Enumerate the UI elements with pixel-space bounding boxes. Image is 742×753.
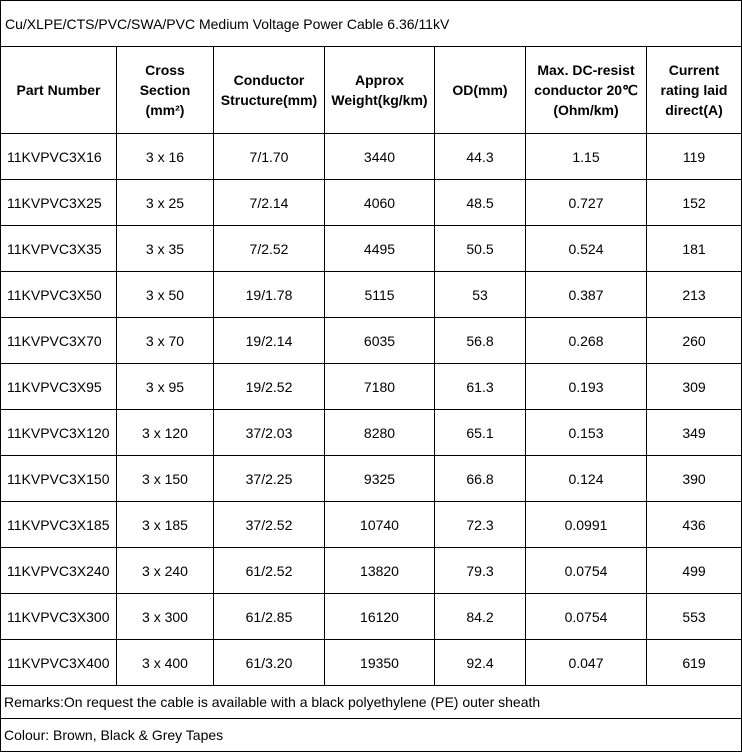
cell-od: 79.3 [435,548,526,594]
cell-current-rating: 436 [647,502,742,548]
header-line: conductor 20℃ [534,82,638,98]
cell-conductor-structure: 19/1.78 [214,272,325,318]
cell-max-dc-resist: 0.268 [526,318,647,364]
cell-part-number: 11KVPVC3X35 [1,226,117,272]
cell-od: 92.4 [435,640,526,686]
cell-cross-section: 3 x 95 [117,364,214,410]
cell-max-dc-resist: 0.0754 [526,548,647,594]
header-cross-section [117,47,214,134]
cell-approx-weight: 16120 [325,594,435,640]
cell-current-rating: 309 [647,364,742,410]
header-line: Part Number [16,82,101,98]
cell-part-number: 11KVPVC3X70 [1,318,117,364]
header-line: Conductor [233,72,305,88]
remarks-note-row [1,686,742,719]
cell-approx-weight: 5115 [325,272,435,318]
cell-max-dc-resist: 0.193 [526,364,647,410]
cell-approx-weight: 3440 [325,134,435,180]
table-row [1,502,742,548]
cell-current-rating: 152 [647,180,742,226]
cell-od: 50.5 [435,226,526,272]
cell-cross-section: 3 x 400 [117,640,214,686]
cell-cross-section: 3 x 25 [117,180,214,226]
header-line: Weight(kg/km) [331,92,428,108]
colour-note-row [1,719,742,752]
header-conductor-structure [214,47,325,134]
cell-current-rating: 349 [647,410,742,456]
cell-part-number: 11KVPVC3X400 [1,640,117,686]
cell-part-number: 11KVPVC3X25 [1,180,117,226]
cell-current-rating: 390 [647,456,742,502]
cell-current-rating: 260 [647,318,742,364]
cell-part-number: 11KVPVC3X95 [1,364,117,410]
cell-max-dc-resist: 0.153 [526,410,647,456]
header-part-number [1,47,117,134]
header-line: (Ohm/km) [553,102,619,118]
cell-cross-section: 3 x 16 [117,134,214,180]
table-row [1,364,742,410]
cell-conductor-structure: 19/2.52 [214,364,325,410]
cell-conductor-structure: 37/2.52 [214,502,325,548]
header-approx-weight [325,47,435,134]
cell-current-rating: 213 [647,272,742,318]
cell-part-number: 11KVPVC3X120 [1,410,117,456]
cell-part-number: 11KVPVC3X50 [1,272,117,318]
header-max-dc-resist [526,47,647,134]
cell-cross-section: 3 x 70 [117,318,214,364]
cell-od: 48.5 [435,180,526,226]
cell-max-dc-resist: 0.0754 [526,594,647,640]
table-row [1,640,742,686]
header-line: OD(mm) [452,82,508,98]
cell-cross-section: 3 x 240 [117,548,214,594]
cell-approx-weight: 19350 [325,640,435,686]
header-row [1,47,742,134]
table-title: Cu/XLPE/CTS/PVC/SWA/PVC Medium Voltage Power Cable 6.36/11kV [1,1,742,47]
cell-cross-section: 3 x 300 [117,594,214,640]
cell-approx-weight: 9325 [325,456,435,502]
cell-od: 61.3 [435,364,526,410]
cell-conductor-structure: 7/2.52 [214,226,325,272]
cell-conductor-structure: 37/2.25 [214,456,325,502]
cell-approx-weight: 6035 [325,318,435,364]
cell-current-rating: 553 [647,594,742,640]
table-row [1,272,742,318]
cell-max-dc-resist: 1.15 [526,134,647,180]
cell-current-rating: 181 [647,226,742,272]
cell-part-number: 11KVPVC3X185 [1,502,117,548]
cell-approx-weight: 13820 [325,548,435,594]
colour-note: Colour: Brown, Black & Grey Tapes [1,719,742,752]
cell-approx-weight: 4495 [325,226,435,272]
cell-cross-section: 3 x 150 [117,456,214,502]
header-line: Cross [145,62,185,78]
cell-conductor-structure: 61/3.20 [214,640,325,686]
cell-current-rating: 499 [647,548,742,594]
table-row [1,594,742,640]
cell-cross-section: 3 x 120 [117,410,214,456]
cell-max-dc-resist: 0.0991 [526,502,647,548]
cell-max-dc-resist: 0.387 [526,272,647,318]
header-line: Approx [355,72,404,88]
table-row [1,226,742,272]
table-row [1,410,742,456]
cell-cross-section: 3 x 35 [117,226,214,272]
table-row [1,548,742,594]
cell-od: 65.1 [435,410,526,456]
cell-conductor-structure: 61/2.85 [214,594,325,640]
cell-max-dc-resist: 0.524 [526,226,647,272]
cell-od: 53 [435,272,526,318]
cell-conductor-structure: 19/2.14 [214,318,325,364]
header-od [435,47,526,134]
table-row [1,456,742,502]
cell-part-number: 11KVPVC3X240 [1,548,117,594]
header-line: direct(A) [665,102,723,118]
title-row [1,1,742,47]
header-line: rating laid [660,82,728,98]
cell-max-dc-resist: 0.727 [526,180,647,226]
cell-od: 84.2 [435,594,526,640]
cell-max-dc-resist: 0.124 [526,456,647,502]
cell-conductor-structure: 7/2.14 [214,180,325,226]
cell-current-rating: 619 [647,640,742,686]
cell-cross-section: 3 x 185 [117,502,214,548]
header-line: Max. DC-resist [537,62,635,78]
cell-conductor-structure: 7/1.70 [214,134,325,180]
header-current-rating [647,47,742,134]
cell-cross-section: 3 x 50 [117,272,214,318]
cell-od: 44.3 [435,134,526,180]
cell-approx-weight: 4060 [325,180,435,226]
remarks-note: Remarks:On request the cable is available with a black polyethylene (PE) outer sheath [1,686,742,719]
cell-part-number: 11KVPVC3X150 [1,456,117,502]
header-line: Structure(mm) [220,92,318,108]
header-line: Current [668,62,720,78]
cell-conductor-structure: 61/2.52 [214,548,325,594]
table-row [1,318,742,364]
header-line: Section [139,82,191,98]
table-row [1,134,742,180]
cell-part-number: 11KVPVC3X300 [1,594,117,640]
table-row [1,180,742,226]
header-line: (mm²) [145,102,185,118]
cell-current-rating: 119 [647,134,742,180]
cell-max-dc-resist: 0.047 [526,640,647,686]
cell-part-number: 11KVPVC3X16 [1,134,117,180]
cell-approx-weight: 8280 [325,410,435,456]
cell-approx-weight: 7180 [325,364,435,410]
cell-approx-weight: 10740 [325,502,435,548]
cell-conductor-structure: 37/2.03 [214,410,325,456]
cell-od: 56.8 [435,318,526,364]
cell-od: 72.3 [435,502,526,548]
cell-od: 66.8 [435,456,526,502]
